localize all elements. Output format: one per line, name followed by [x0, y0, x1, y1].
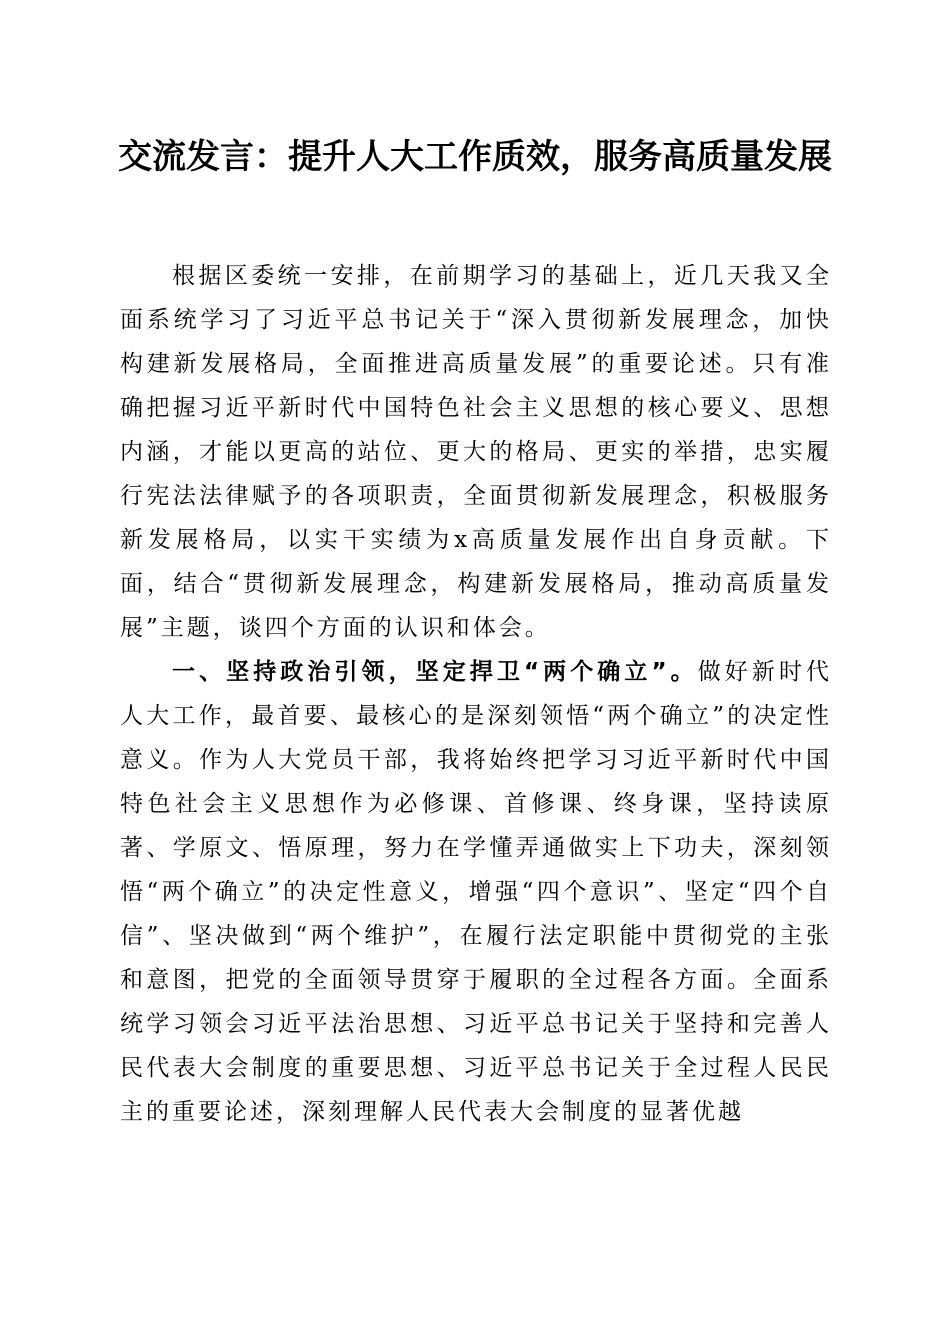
document-title: 交流发言：提升人大工作质效，服务高质量发展: [118, 137, 832, 177]
paragraph-section-1: [120, 650, 832, 1134]
paragraph-intro: [120, 254, 832, 650]
paragraph-text: 根据区委统一安排，在前期学习的基础上，近几天我又全面系统学习了习近平总书记关于“深入贯彻新发展理念，加快构建新发展格局，全面推进高质量发展”的重要论述。只有准确把握习近平新时代中国特色社会主义思想的核心要义、思想内涵，才能以更高的站位、更大的格局、更实的举措，忠实履行宪法法律赋予的各项职责，全面贯彻新发展理念，积极服务新发展格局，以实干实绩为x高质量发展作出自身贡献。下面，结合“贯彻新发展理念，构建新发展格局，推动高质量发展”主题，谈四个方面的认识和体会。: [120, 263, 832, 641]
paragraph-text: 做好新时代人大工作，最首要、最核心的是深刻领悟“两个确立”的决定性意义。作为人大党员干部，我将始终把学习习近平新时代中国特色社会主义思想作为必修课、首修课、终身课，坚持读原著、学原文、悟原理，努力在学懂弄通做实上下功夫，深刻领悟“两个确立”的决定性意义，增强“四个意识”、坚定“四个自信”、坚决做到“两个维护”，在履行法定职能中贯彻党的主张和意图，把党的全面领导贯穿于履职的全过程各方面。全面系统学习领会习近平法治思想、习近平总书记关于坚持和完善人民代表大会制度的重要思想、习近平总书记关于全过程人民民主的重要论述，深刻理解人民代表大会制度的显著优越: [120, 659, 833, 1125]
section-heading: 一、坚持政治引领，坚定捍卫“两个确立”。: [172, 659, 698, 685]
document-body: [120, 254, 832, 1134]
